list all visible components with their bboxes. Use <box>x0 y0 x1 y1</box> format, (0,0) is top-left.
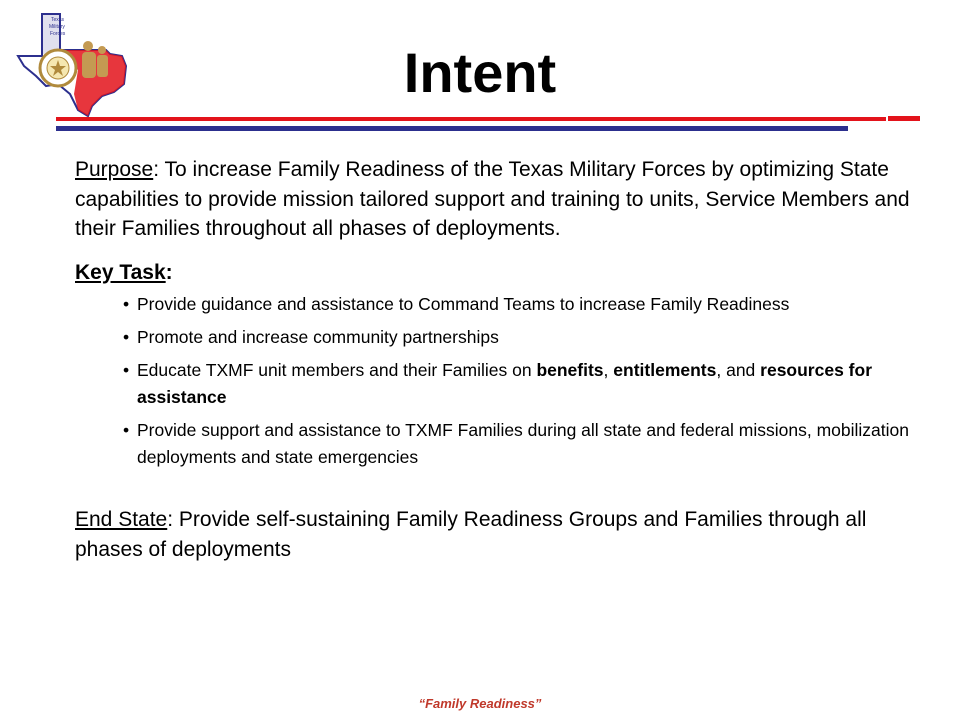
key-task-heading: Key Task: <box>75 260 173 284</box>
slide-content <box>75 155 935 564</box>
bullet-icon: • <box>123 420 130 440</box>
footer-tagline: “Family Readiness” <box>418 696 542 711</box>
purpose-label: Purpose <box>75 158 154 181</box>
title-divider-red-tab <box>888 116 920 121</box>
end-state-text: Provide self-sustaining Family Readiness Groups and Families through all phases of deployments <box>75 508 867 561</box>
list-item: • Provide guidance and assistance to Command Teams to increase Family Readiness <box>123 291 935 318</box>
bullet-icon: • <box>123 327 130 347</box>
page-title: Intent <box>403 41 557 104</box>
end-state-paragraph: End State: Provide self-sustaining Family Readiness Groups and Families through all phases of deployments <box>75 508 867 561</box>
list-item: • Provide support and assistance to TXMF Families during all state and federal missions, mobilization deployments and state emergencies <box>123 417 935 471</box>
title-divider-red <box>56 117 886 121</box>
title-divider-blue <box>56 126 848 131</box>
svg-text:Forces: Forces <box>50 31 66 37</box>
key-task-label: Key Task <box>75 260 166 284</box>
svg-text:Military: Military <box>49 24 65 30</box>
list-item: • Promote and increase community partnerships <box>123 324 935 351</box>
bullet-icon: • <box>123 294 130 314</box>
purpose-paragraph: Purpose: To increase Family Readiness of the Texas Military Forces by optimizing State capabilities to provide mission tailored support and training to units, Service Members and their Families throughout all phases of deployments. <box>75 158 910 240</box>
purpose-text: To increase Family Readiness of the Texas Military Forces by optimizing State capabilities to provide mission tailored support and training to units, Service Members and their Families throughout all phases of deployments. <box>75 158 910 240</box>
list-item: • Educate TXMF unit members and their Families on benefits, entitlements, and resources for assistance <box>123 357 935 411</box>
key-task-list <box>123 291 935 471</box>
end-state-label: End State <box>75 508 168 531</box>
bullet-icon: • <box>123 360 130 380</box>
svg-text:Texas: Texas <box>51 17 65 23</box>
